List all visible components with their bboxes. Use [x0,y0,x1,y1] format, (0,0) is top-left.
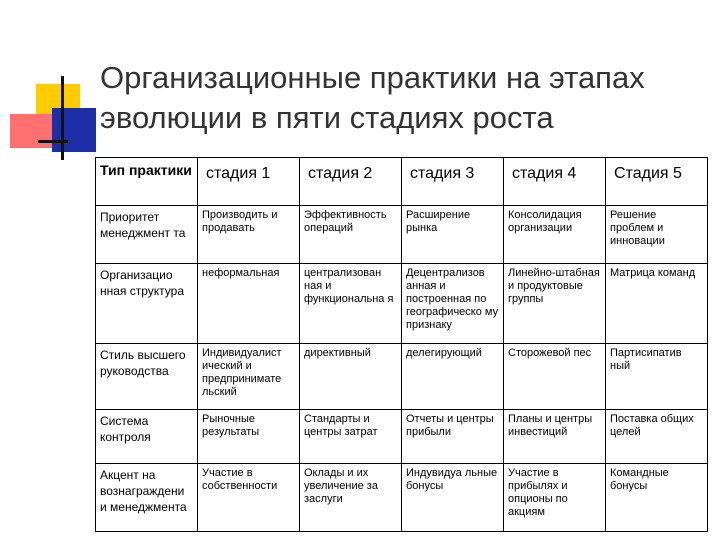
corner-header: Тип практики [96,158,198,206]
table-cell: Индивидуалист ический и предпринимате льский [198,344,300,410]
table-header-row [96,158,708,206]
column-header: стадия 1 [198,158,300,206]
row-header: Стиль высшего руководства [96,344,198,410]
table-row [96,464,708,532]
slide-title-line-2: эволюции в пяти стадиях роста [100,100,554,135]
table-cell: Оклады и их увеличение за заслуги [300,464,402,532]
table-cell: неформальная [198,264,300,344]
table-cell: Консолидация организации [504,206,606,264]
table-cell: Рыночные результаты [198,410,300,464]
table-cell: Децентрализов анная и построенная по географическо му признаку [402,264,504,344]
table-cell: Матрица команд [606,264,708,344]
row-header: Акцент на вознаграждени и менеджмента [96,464,198,532]
table-row [96,344,708,410]
row-header: Система контроля [96,410,198,464]
table-cell: Расширение рынка [402,206,504,264]
table-cell: Участие в прибылях и опционы по акциям [504,464,606,532]
table-cell: Линейно-штабная и продуктовые группы [504,264,606,344]
table-cell: Отчеты и центры прибыли [402,410,504,464]
table-cell: делегирующий [402,344,504,410]
column-header: Стадия 5 [606,158,708,206]
table-cell: Сторожевой пес [504,344,606,410]
decor-blue-square [52,108,96,152]
table-cell: Производить и продавать [198,206,300,264]
slide-title-line-1: Организационные практики на этапах [100,60,645,95]
column-header: стадия 4 [504,158,606,206]
table-row [96,410,708,464]
table-cell: Поставка общих целей [606,410,708,464]
slide-title [100,58,700,138]
decor-horizontal-line [38,140,68,143]
row-header: Организацио нная структура [96,264,198,344]
table-row [96,264,708,344]
column-header: стадия 3 [402,158,504,206]
table-cell: Решение проблем и инновации [606,206,708,264]
column-header: стадия 2 [300,158,402,206]
table-cell: Командные бонусы [606,464,708,532]
row-header: Приоритет менеджмент та [96,206,198,264]
table-cell: Участие в собственности [198,464,300,532]
table-cell: централизован ная и функциональна я [300,264,402,344]
table-cell: Планы и центры инвестиций [504,410,606,464]
table-row [96,206,708,264]
table-cell: Индувидуа льные бонусы [402,464,504,532]
table-cell: Эффективность операций [300,206,402,264]
decor-vertical-line [61,76,64,160]
table-cell: директивный [300,344,402,410]
table-cell: Стандарты и центры затрат [300,410,402,464]
table-cell: Партисипатив ный [606,344,708,410]
practices-table [95,157,708,532]
